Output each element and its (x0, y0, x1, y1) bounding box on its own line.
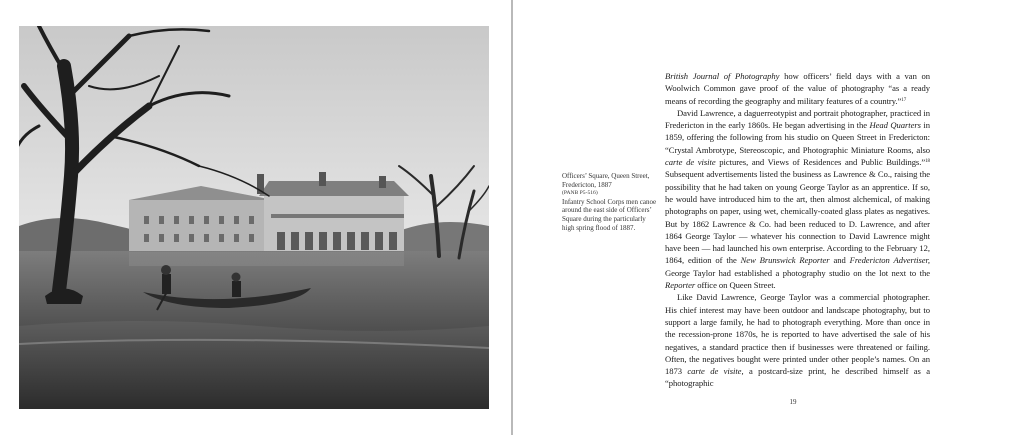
photo-image (19, 26, 489, 409)
footnote-ref: 18 (925, 159, 931, 165)
journal-title: British Journal of Photography (665, 71, 780, 81)
body-text (665, 70, 930, 390)
page-number: 19 (789, 398, 797, 406)
footnote-ref: 17 (901, 97, 907, 103)
paragraph-2: David Lawrence, a daguerreotypist and portrait photographer, practiced in Fredericton in the early 1860s. He began advertising in the Head Quarters in 1859, offering the following from his studio on Queen Street in Fredericton: “Crystal Ambrotype, Stereoscopic, and Photographic Miniature Rooms, also carte de visite pictures, and Views of Residences and Public Buildings.”$^{18}$ Subsequent advertisements listed the business as Lawrence & Co., raising the possibility that he had taken on young George Taylor as an apprentice. If so, he would have introduced him to the art, then almost alchemical, of making photographs on paper, using wet, chemically-coated glass plates as negatives. But by 1862 Lawrence & Co. had been reduced to D. Lawrence, and after 1864 George Taylor — whatever his connection to David Lawrence might have been — had launched his own enterprise. According to the February 12, 1864, edition of the New Brunswick Reporter and Fredericton Advertiser, George Taylor had established a photography studio on the lot next to the Reporter office on Queen Street. (665, 107, 931, 291)
photo-caption (562, 172, 658, 232)
page-gutter (511, 0, 513, 435)
paragraph-3: Like David Lawrence, George Taylor was a commercial photographer. His chief interest may have been outdoor and landscape photography, but to support a large family, he had to photograph everything. More than once in the recession-prone 1870s, he is reported to have advertised the sale of his negatives, a standard practice then if businesses were threatened or failing. Often, the negatives bought were printed under other people’s names. On an 1873 carte de visite, a postcard-size print, he described himself as a “photographic (665, 292, 931, 389)
historical-photograph (19, 26, 489, 409)
caption-body: Infantry School Corps men canoe around the east side of Officers’ Square during the particularly high spring flood of 1887. (562, 197, 657, 232)
caption-reference: (PANB P5-516) (562, 190, 598, 197)
caption-title: Officers’ Square, Queen Street, Fredericton, 1887 (562, 172, 650, 189)
paragraph-1: British Journal of Photography how officers’ field days with a van on Woolwich Common gave proof of the value of photography “as a ready means of recording the geography and military features of a country.”$^{17}$ (665, 71, 930, 106)
